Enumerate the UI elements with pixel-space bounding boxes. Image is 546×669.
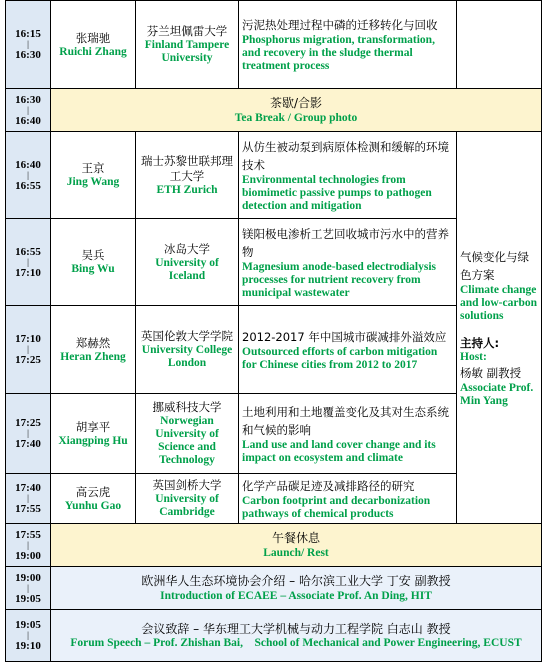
speaker-name-zh: 高云虎 (75, 484, 111, 499)
speaker-name-en: Yunhu Gao (64, 499, 122, 512)
talk-title-en: Phosphorus migration, transformation, and recovery in the sludge thermal treatment process (242, 34, 435, 72)
session-cell-upper (457, 1, 542, 89)
start-time: 17:40 (15, 482, 41, 494)
forum-speech-zh: 会议致辞 – 华东理工大学机械与动力工程学院 白志山 教授 (141, 622, 451, 636)
speaker-cell (51, 132, 136, 219)
speaker-name-zh: 吴兵 (81, 248, 105, 262)
talk-cell (239, 1, 457, 89)
time-cell (6, 306, 51, 394)
host-name-en: Associate Prof. Min Yang (460, 381, 534, 407)
speaker-name-zh: 王京 (81, 161, 105, 175)
start-time: 17:10 (15, 333, 41, 345)
affiliation-cell (136, 394, 239, 474)
lunch-zh: 午餐休息 (271, 531, 320, 545)
time-cell (6, 474, 51, 524)
time-cell (6, 567, 51, 610)
talk-title-en: Carbon footprint and decarbonization pathways of chemical products (242, 494, 431, 520)
affiliation-en: University of Cambridge (155, 493, 219, 518)
affiliation-zh: 冰岛大学 (164, 241, 210, 256)
affiliation-cell (136, 1, 239, 89)
time-separator: | (27, 39, 29, 49)
start-time: 16:55 (15, 245, 41, 258)
forum-speech-en-b: School of Mechanical and Power Engineering, ECUST (254, 637, 522, 649)
speaker-name-en: Ruichi Zhang (59, 45, 127, 58)
speaker-name-zh: 张瑞驰 (75, 30, 111, 45)
speaker-name-zh: 郑赫然 (75, 335, 111, 350)
start-time: 17:25 (15, 417, 41, 429)
start-time: 16:15 (15, 28, 41, 40)
lunch-en: Launch/ Rest (263, 547, 329, 559)
talk-title-zh: 化学产品碳足迹及减排路径的研究 (242, 478, 415, 493)
end-time: 17:40 (15, 438, 41, 450)
tea-break-cell (51, 89, 542, 132)
host-label-en: Host: (460, 350, 487, 363)
tea-break-row (6, 89, 542, 132)
table-row (6, 1, 542, 89)
lunch-cell (51, 524, 542, 567)
time-cell (6, 394, 51, 474)
forum-speech-en-a: Forum Speech – Prof. Zhishan Bai, (70, 637, 243, 649)
time-separator: | (27, 630, 29, 640)
ecaee-intro-row (6, 567, 542, 610)
talk-title-en: Land use and land cover change and its impact on ecosystem and climate (242, 438, 436, 464)
end-time: 17:55 (15, 503, 41, 515)
affiliation-en: Finland Tampere University (144, 39, 230, 64)
speaker-cell (51, 1, 136, 89)
speaker-name-en: Bing Wu (71, 263, 115, 275)
ecaee-intro-cell (51, 567, 542, 610)
lunch-row (6, 524, 542, 567)
affiliation-zh: 挪威科技大学 (152, 400, 222, 414)
end-time: 16:30 (15, 49, 41, 61)
table-row (6, 132, 542, 219)
talk-title-zh: 2012-2017 年中国城市碳减排外溢效应 (242, 329, 447, 344)
ecaee-intro-en: Introduction of ECAEE – Associate Prof. An Ding, HIT (160, 590, 432, 602)
talk-title-zh: 从仿生被动泵到病原体检测和缓解的环境技术 (242, 139, 449, 172)
start-time: 16:40 (15, 158, 41, 171)
end-time: 16:55 (15, 179, 41, 192)
start-time: 17:55 (15, 528, 41, 541)
time-cell (6, 610, 51, 662)
speaker-name-en: Jing Wang (66, 176, 120, 188)
time-cell (6, 524, 51, 567)
start-time: 19:00 (15, 571, 41, 584)
end-time: 19:10 (15, 640, 41, 652)
time-cell (6, 132, 51, 219)
talk-title-en: Environmental technologies from biomimetic passive pumps to pathogen detection and mitigation (242, 173, 432, 212)
end-time: 17:10 (15, 266, 41, 279)
time-cell (6, 1, 51, 89)
talk-title-en: Magnesium anode-based electrodialysis processes for nutrient recovery from municipal wastewater (242, 260, 437, 299)
time-separator: | (27, 169, 29, 180)
affiliation-cell (136, 132, 239, 219)
forum-speech-en (54, 637, 538, 650)
affiliation-zh: 芬兰坦佩雷大学 (146, 24, 228, 38)
tea-break-zh: 茶歇/合影 (269, 96, 323, 110)
tea-break-en: Tea Break / Group photo (234, 112, 358, 124)
speaker-cell (51, 474, 136, 524)
speaker-name-zh: 胡享平 (75, 419, 111, 434)
host-name-zh: 杨敏 副教授 (460, 365, 522, 380)
affiliation-en: University of Iceland (155, 256, 219, 282)
affiliation-zh: 瑞士苏黎世联邦理工大学 (141, 153, 233, 183)
talk-cell (239, 132, 457, 219)
start-time: 19:05 (15, 619, 41, 631)
start-time: 16:30 (15, 93, 41, 106)
talk-title-zh: 污泥热处理过程中磷的迁移转化与回收 (242, 18, 438, 32)
speaker-name-en: Heran Zheng (60, 350, 126, 363)
end-time: 17:25 (15, 354, 41, 366)
time-separator: | (27, 344, 29, 354)
talk-cell (239, 219, 457, 306)
time-separator: | (27, 256, 29, 267)
talk-title-en: Outsourced efforts of carbon mitigation for Chinese cities from 2012 to 2017 (242, 345, 438, 371)
ecaee-intro-zh: 欧洲华人生态环境协会介绍 – 哈尔滨工业大学 丁安 副教授 (141, 574, 451, 588)
affiliation-en: Norwegian University of Science and Technology (155, 415, 219, 466)
session-title-en: Climate change and low-carbon solutions (460, 283, 537, 322)
end-time: 16:40 (15, 114, 41, 127)
affiliation-en: ETH Zurich (156, 183, 218, 196)
host-label-zh: 主持人: (460, 335, 500, 350)
schedule-table (5, 0, 542, 662)
speaker-cell (51, 394, 136, 474)
affiliation-en: University College London (141, 344, 233, 369)
end-time: 19:00 (15, 549, 41, 562)
talk-cell (239, 474, 457, 524)
time-separator: | (27, 539, 29, 550)
affiliation-zh: 英国剑桥大学 (152, 478, 222, 492)
talk-title-zh: 镁阳极电渗析工艺回收城市污水中的营养物 (242, 226, 449, 259)
time-cell (6, 89, 51, 132)
affiliation-cell (136, 474, 239, 524)
speaker-name-en: Xiangping Hu (58, 434, 128, 447)
time-separator: | (27, 428, 29, 438)
time-separator: | (27, 493, 29, 503)
talk-cell (239, 394, 457, 474)
speaker-cell (51, 219, 136, 306)
session-title-zh: 气候变化与绿色方案 (460, 249, 529, 282)
talk-cell (239, 306, 457, 394)
affiliation-cell (136, 306, 239, 394)
session-cell (457, 132, 542, 524)
time-separator: | (27, 104, 29, 115)
time-separator: | (27, 582, 29, 593)
affiliation-cell (136, 219, 239, 306)
forum-speech-row (6, 610, 542, 662)
speaker-cell (51, 306, 136, 394)
talk-title-zh: 土地利用和土地覆盖变化及其对生态系统和气候的影响 (242, 404, 449, 437)
forum-speech-cell (51, 610, 542, 662)
end-time: 19:05 (15, 592, 41, 605)
affiliation-zh: 英国伦敦大学学院 (141, 329, 233, 343)
time-cell (6, 219, 51, 306)
